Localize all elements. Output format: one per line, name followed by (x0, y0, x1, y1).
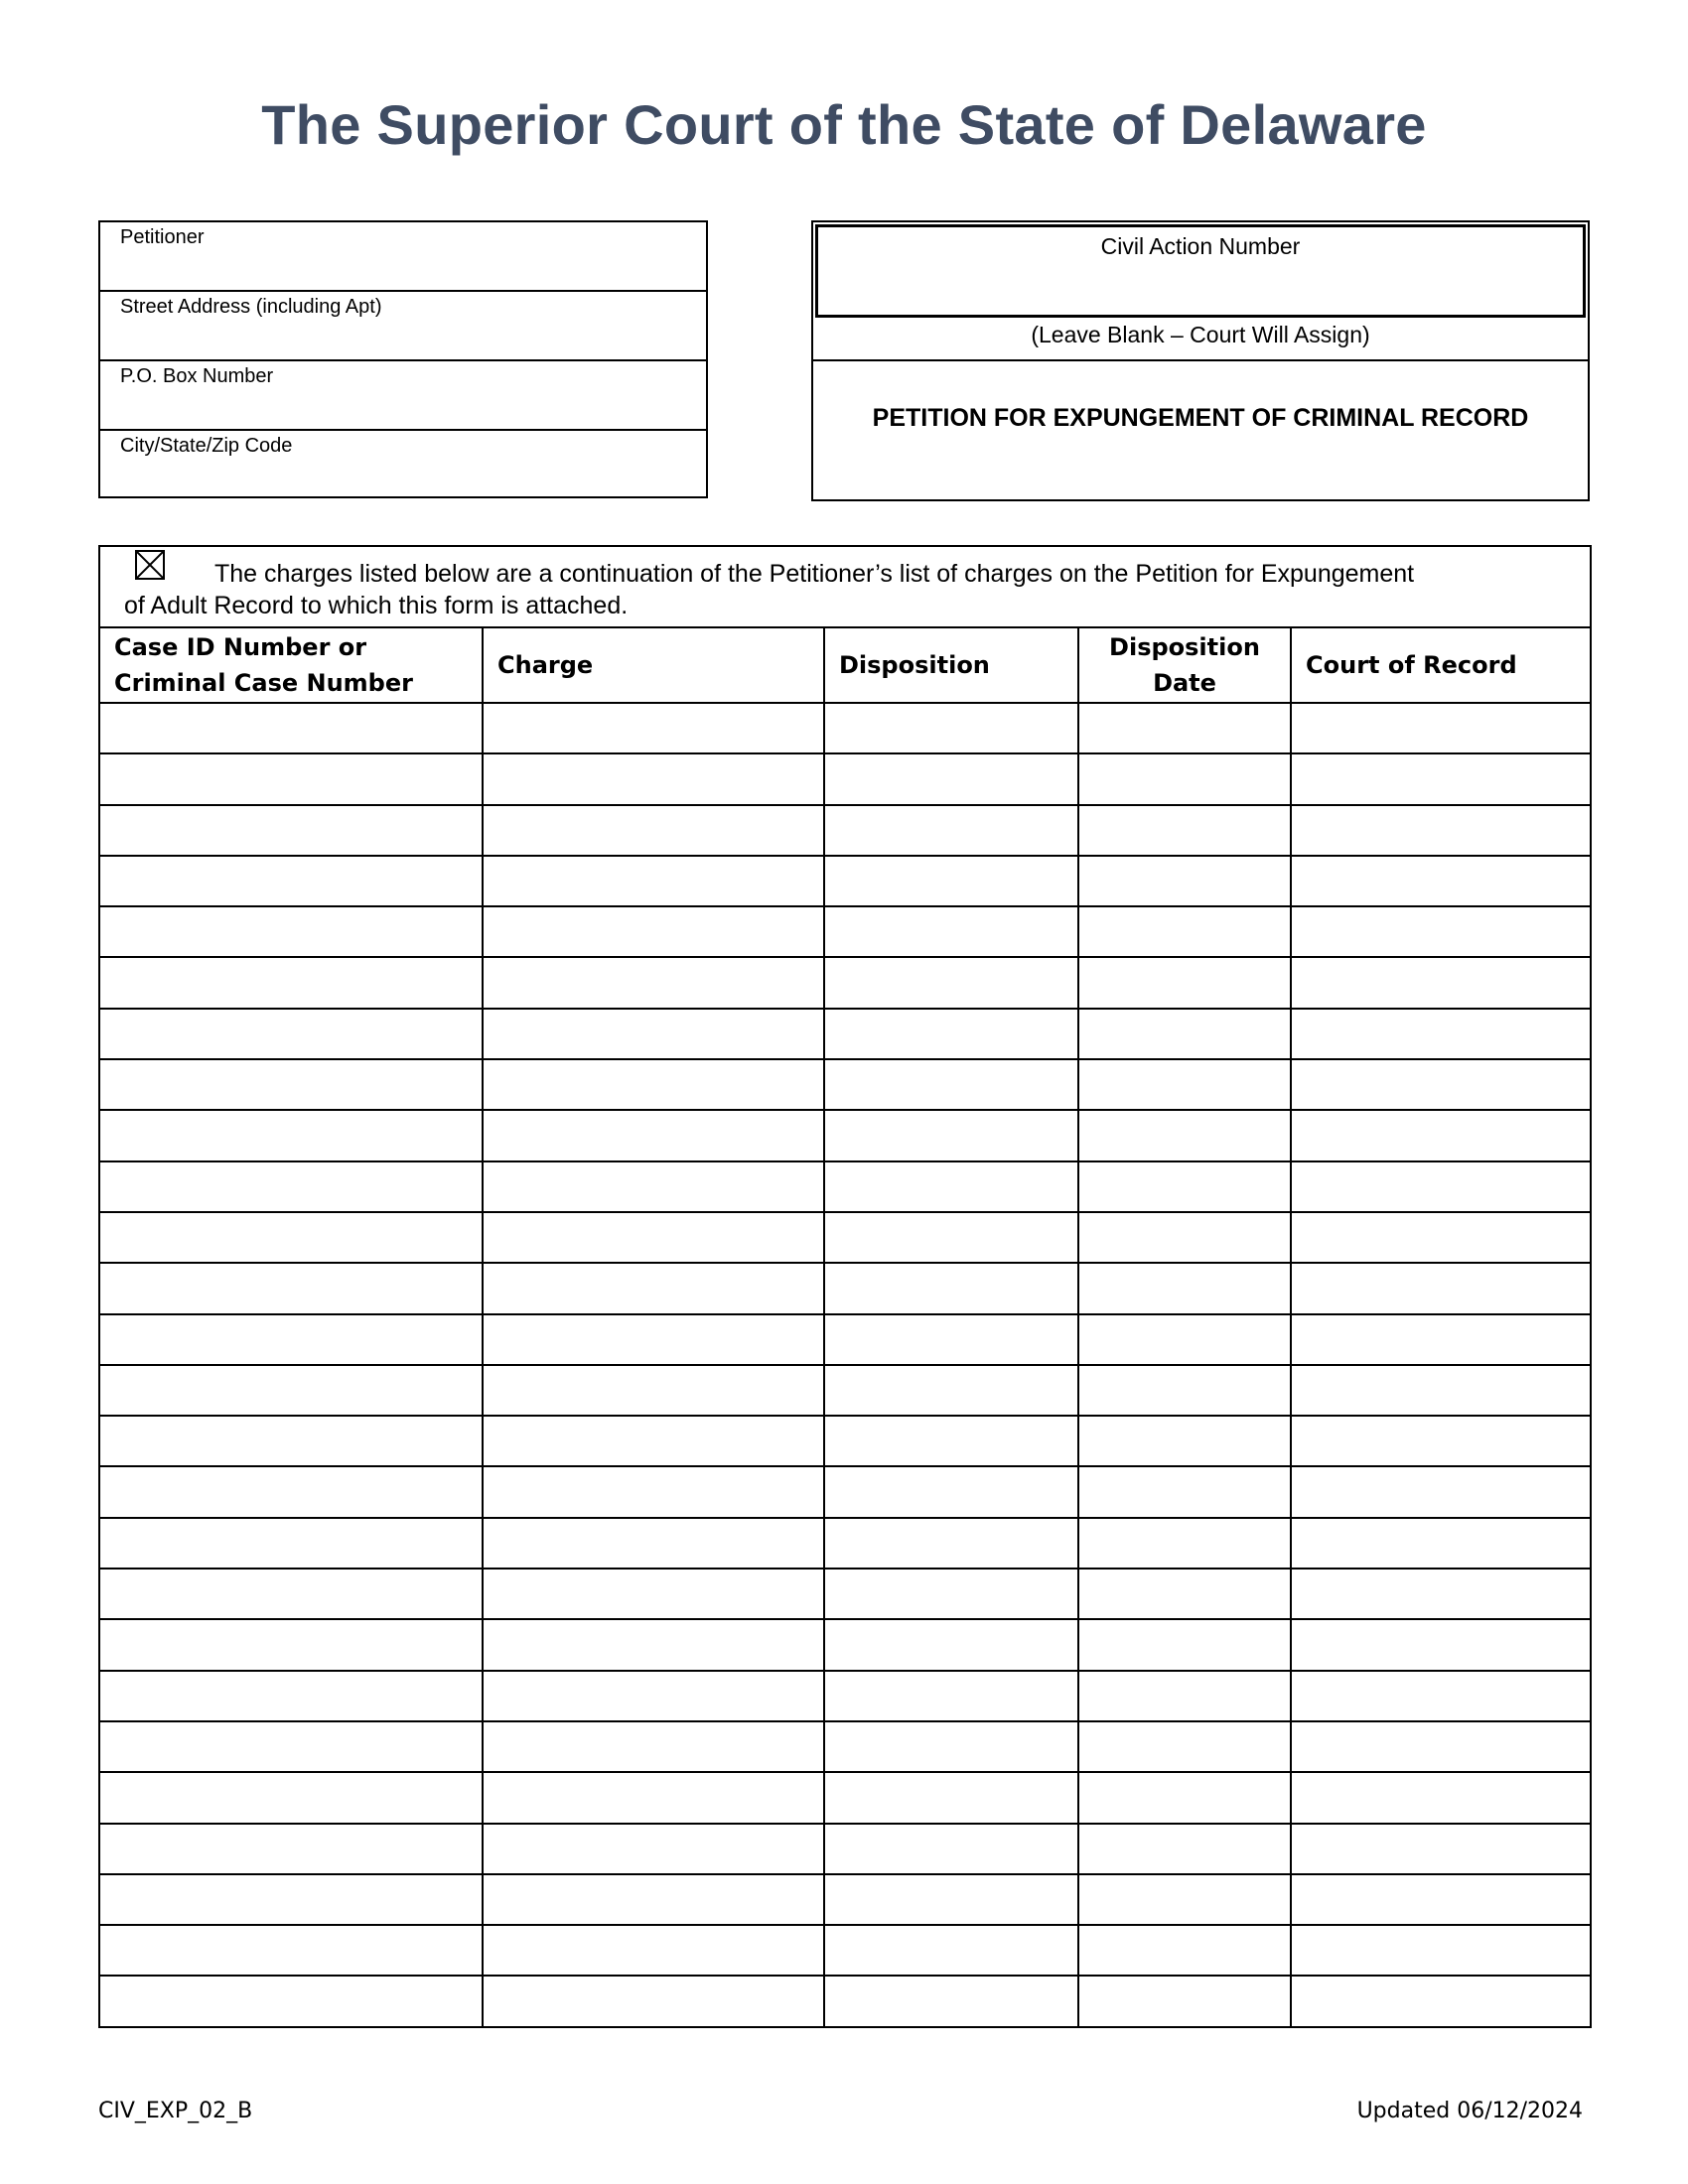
street-address-label: Street Address (including Apt) (120, 296, 382, 318)
cell-charge[interactable] (483, 1874, 824, 1925)
cell-disposition[interactable] (824, 1569, 1078, 1619)
cell-disposition-date[interactable] (1078, 856, 1291, 906)
cell-case-id[interactable] (99, 1925, 483, 1976)
cell-disposition-date[interactable] (1078, 1721, 1291, 1772)
cell-disposition-date[interactable] (1078, 1314, 1291, 1365)
cell-disposition-date[interactable] (1078, 1365, 1291, 1416)
cell-court-of-record[interactable] (1291, 805, 1591, 856)
cell-court-of-record[interactable] (1291, 1569, 1591, 1619)
continuation-text (124, 558, 1560, 621)
table-row (99, 805, 1591, 856)
table-row (99, 1772, 1591, 1823)
cell-disposition-date[interactable] (1078, 753, 1291, 804)
cell-case-id[interactable] (99, 703, 483, 753)
table-row (99, 1009, 1591, 1059)
cell-disposition[interactable] (824, 1212, 1078, 1263)
cell-court-of-record[interactable] (1291, 1110, 1591, 1160)
street-address-input[interactable] (118, 322, 696, 353)
cell-disposition-date[interactable] (1078, 1874, 1291, 1925)
cell-case-id[interactable] (99, 957, 483, 1008)
cell-court-of-record[interactable] (1291, 1671, 1591, 1721)
cell-court-of-record[interactable] (1291, 1925, 1591, 1976)
cell-case-id[interactable] (99, 1009, 483, 1059)
table-row (99, 1976, 1591, 2026)
petitioner-name-input[interactable] (118, 252, 696, 284)
cell-disposition[interactable] (824, 1009, 1078, 1059)
cell-charge[interactable] (483, 1466, 824, 1517)
cell-disposition-date[interactable] (1078, 1976, 1291, 2026)
updated-date: Updated 06/12/2024 (1356, 2099, 1583, 2123)
cell-disposition-date[interactable] (1078, 1059, 1291, 1110)
cell-case-id[interactable] (99, 1059, 483, 1110)
cell-disposition-date[interactable] (1078, 1569, 1291, 1619)
cell-case-id[interactable] (99, 805, 483, 856)
city-state-zip-input[interactable] (118, 463, 696, 494)
cell-charge[interactable] (483, 1976, 824, 2026)
table-row (99, 1874, 1591, 1925)
table-row (99, 906, 1591, 957)
cell-charge[interactable] (483, 1671, 824, 1721)
col-header-disposition-date-line-2: Date (1153, 669, 1216, 697)
cell-disposition-date[interactable] (1078, 1466, 1291, 1517)
cell-charge[interactable] (483, 1721, 824, 1772)
cell-charge[interactable] (483, 856, 824, 906)
table-row (99, 1518, 1591, 1569)
cell-disposition[interactable] (824, 1721, 1078, 1772)
cell-charge[interactable] (483, 753, 824, 804)
continuation-row (99, 546, 1591, 627)
civil-action-number-field (815, 224, 1586, 318)
cell-disposition-date[interactable] (1078, 703, 1291, 753)
cell-disposition-date[interactable] (1078, 1925, 1291, 1976)
cell-charge[interactable] (483, 1009, 824, 1059)
table-row (99, 1619, 1591, 1670)
cell-disposition[interactable] (824, 1110, 1078, 1160)
cell-charge[interactable] (483, 1569, 824, 1619)
cell-disposition[interactable] (824, 1518, 1078, 1569)
cell-case-id[interactable] (99, 1365, 483, 1416)
table-row (99, 1365, 1591, 1416)
continuation-text-line-2: of Adult Record to which this form is attached. (124, 592, 629, 619)
cell-disposition[interactable] (824, 957, 1078, 1008)
table-row (99, 1925, 1591, 1976)
cell-court-of-record[interactable] (1291, 753, 1591, 804)
cell-disposition-date[interactable] (1078, 1263, 1291, 1313)
cell-disposition[interactable] (824, 1772, 1078, 1823)
cell-disposition[interactable] (824, 1161, 1078, 1212)
cell-charge[interactable] (483, 1263, 824, 1313)
cell-disposition[interactable] (824, 1824, 1078, 1874)
cell-charge[interactable] (483, 1772, 824, 1823)
cell-case-id[interactable] (99, 1518, 483, 1569)
table-row (99, 1314, 1591, 1365)
civil-action-box (811, 220, 1590, 501)
cell-disposition[interactable] (824, 1976, 1078, 2026)
cell-case-id[interactable] (99, 1772, 483, 1823)
cell-disposition[interactable] (824, 1416, 1078, 1466)
cell-case-id[interactable] (99, 1569, 483, 1619)
cell-disposition[interactable] (824, 1874, 1078, 1925)
table-row (99, 703, 1591, 753)
petitioner-name-row (100, 222, 706, 292)
cell-charge[interactable] (483, 805, 824, 856)
petitioner-info-box (98, 220, 708, 498)
col-header-disposition-date-line-1: Disposition (1109, 633, 1260, 661)
cell-court-of-record[interactable] (1291, 1466, 1591, 1517)
cell-court-of-record[interactable] (1291, 1314, 1591, 1365)
cell-case-id[interactable] (99, 1263, 483, 1313)
cell-court-of-record[interactable] (1291, 1212, 1591, 1263)
cell-court-of-record[interactable] (1291, 703, 1591, 753)
cell-case-id[interactable] (99, 1161, 483, 1212)
po-box-row (100, 361, 706, 431)
table-row (99, 1212, 1591, 1263)
cell-case-id[interactable] (99, 1212, 483, 1263)
leave-blank-note: (Leave Blank – Court Will Assign) (1031, 322, 1370, 347)
table-row (99, 753, 1591, 804)
cell-court-of-record[interactable] (1291, 1824, 1591, 1874)
cell-disposition[interactable] (824, 805, 1078, 856)
col-header-case-id-line-2: Criminal Case Number (114, 669, 413, 697)
charges-header-row (99, 627, 1591, 703)
charges-body (99, 703, 1591, 2027)
table-row (99, 856, 1591, 906)
cell-disposition[interactable] (824, 906, 1078, 957)
cell-court-of-record[interactable] (1291, 1161, 1591, 1212)
cell-case-id[interactable] (99, 753, 483, 804)
table-row (99, 1721, 1591, 1772)
col-header-court-of-record: Court of Record (1291, 627, 1591, 703)
cell-case-id[interactable] (99, 1721, 483, 1772)
cell-court-of-record[interactable] (1291, 1976, 1591, 2026)
cell-charge[interactable] (483, 703, 824, 753)
cell-charge[interactable] (483, 1161, 824, 1212)
cell-court-of-record[interactable] (1291, 906, 1591, 957)
cell-charge[interactable] (483, 906, 824, 957)
cell-disposition[interactable] (824, 753, 1078, 804)
cell-case-id[interactable] (99, 1874, 483, 1925)
cell-case-id[interactable] (99, 1976, 483, 2026)
cell-court-of-record[interactable] (1291, 856, 1591, 906)
cell-charge[interactable] (483, 1110, 824, 1160)
cell-disposition[interactable] (824, 856, 1078, 906)
cell-charge[interactable] (483, 1314, 824, 1365)
cell-disposition-date[interactable] (1078, 1110, 1291, 1160)
cell-case-id[interactable] (99, 1110, 483, 1160)
cell-charge[interactable] (483, 1059, 824, 1110)
civil-action-number-label: Civil Action Number (1100, 233, 1301, 259)
po-box-label: P.O. Box Number (120, 365, 274, 387)
cell-disposition-date[interactable] (1078, 805, 1291, 856)
table-row (99, 1466, 1591, 1517)
cell-disposition[interactable] (824, 1925, 1078, 1976)
cell-disposition-date[interactable] (1078, 906, 1291, 957)
continuation-text-line-1: The charges listed below are a continuation of the Petitioner’s list of charges on the Petition for Expungement (214, 560, 1415, 588)
cell-court-of-record[interactable] (1291, 1619, 1591, 1670)
cell-case-id[interactable] (99, 1671, 483, 1721)
cell-charge[interactable] (483, 1365, 824, 1416)
civil-box-divider (813, 359, 1588, 361)
cell-disposition[interactable] (824, 1365, 1078, 1416)
cell-charge[interactable] (483, 1925, 824, 1976)
table-row (99, 957, 1591, 1008)
cell-court-of-record[interactable] (1291, 1518, 1591, 1569)
cell-disposition-date[interactable] (1078, 1619, 1291, 1670)
cell-charge[interactable] (483, 1212, 824, 1263)
cell-case-id[interactable] (99, 1416, 483, 1466)
cell-disposition-date[interactable] (1078, 1772, 1291, 1823)
cell-court-of-record[interactable] (1291, 1721, 1591, 1772)
col-header-case-id-line-1: Case ID Number or (114, 633, 367, 661)
cell-charge[interactable] (483, 1518, 824, 1569)
cell-court-of-record[interactable] (1291, 957, 1591, 1008)
cell-disposition-date[interactable] (1078, 1671, 1291, 1721)
col-header-disposition: Disposition (824, 627, 1078, 703)
cell-case-id[interactable] (99, 1466, 483, 1517)
cell-disposition[interactable] (824, 1466, 1078, 1517)
cell-court-of-record[interactable] (1291, 1059, 1591, 1110)
cell-case-id[interactable] (99, 906, 483, 957)
cell-court-of-record[interactable] (1291, 1772, 1591, 1823)
col-header-charge: Charge (483, 627, 824, 703)
table-row (99, 1416, 1591, 1466)
cell-disposition[interactable] (824, 1263, 1078, 1313)
table-row (99, 1110, 1591, 1160)
petition-title: PETITION FOR EXPUNGEMENT OF CRIMINAL RECORD (872, 404, 1529, 432)
form-code: CIV_EXP_02_B (98, 2099, 253, 2123)
cell-disposition[interactable] (824, 1671, 1078, 1721)
cell-charge[interactable] (483, 1824, 824, 1874)
cell-disposition[interactable] (824, 1619, 1078, 1670)
cell-charge[interactable] (483, 957, 824, 1008)
cell-court-of-record[interactable] (1291, 1263, 1591, 1313)
cell-charge[interactable] (483, 1619, 824, 1670)
cell-court-of-record[interactable] (1291, 1365, 1591, 1416)
city-state-zip-label: City/State/Zip Code (120, 435, 293, 457)
table-row (99, 1263, 1591, 1313)
cell-disposition-date[interactable] (1078, 1518, 1291, 1569)
cell-disposition-date[interactable] (1078, 957, 1291, 1008)
cell-disposition[interactable] (824, 703, 1078, 753)
cell-court-of-record[interactable] (1291, 1416, 1591, 1466)
petitioner-label: Petitioner (120, 226, 205, 248)
cell-court-of-record[interactable] (1291, 1009, 1591, 1059)
po-box-input[interactable] (118, 391, 696, 423)
table-row (99, 1824, 1591, 1874)
cell-disposition[interactable] (824, 1059, 1078, 1110)
cell-disposition-date[interactable] (1078, 1824, 1291, 1874)
cell-disposition[interactable] (824, 1314, 1078, 1365)
cell-disposition-date[interactable] (1078, 1161, 1291, 1212)
cell-charge[interactable] (483, 1416, 824, 1466)
col-header-disposition-date (1078, 627, 1291, 703)
page-title: The Superior Court of the State of Delaware (261, 93, 1427, 156)
continuation-checkbox[interactable] (135, 550, 165, 580)
table-row (99, 1059, 1591, 1110)
table-row (99, 1569, 1591, 1619)
checkbox-x-icon (137, 552, 163, 578)
charges-table (98, 545, 1592, 2028)
table-row (99, 1671, 1591, 1721)
civil-action-number-input[interactable] (838, 273, 1563, 309)
city-state-zip-row (100, 431, 706, 500)
cell-case-id[interactable] (99, 856, 483, 906)
cell-case-id[interactable] (99, 1314, 483, 1365)
cell-disposition-date[interactable] (1078, 1212, 1291, 1263)
cell-case-id[interactable] (99, 1619, 483, 1670)
cell-disposition-date[interactable] (1078, 1009, 1291, 1059)
table-row (99, 1161, 1591, 1212)
cell-case-id[interactable] (99, 1824, 483, 1874)
street-address-row (100, 292, 706, 361)
col-header-case-id (99, 627, 483, 703)
cell-disposition-date[interactable] (1078, 1416, 1291, 1466)
cell-court-of-record[interactable] (1291, 1874, 1591, 1925)
